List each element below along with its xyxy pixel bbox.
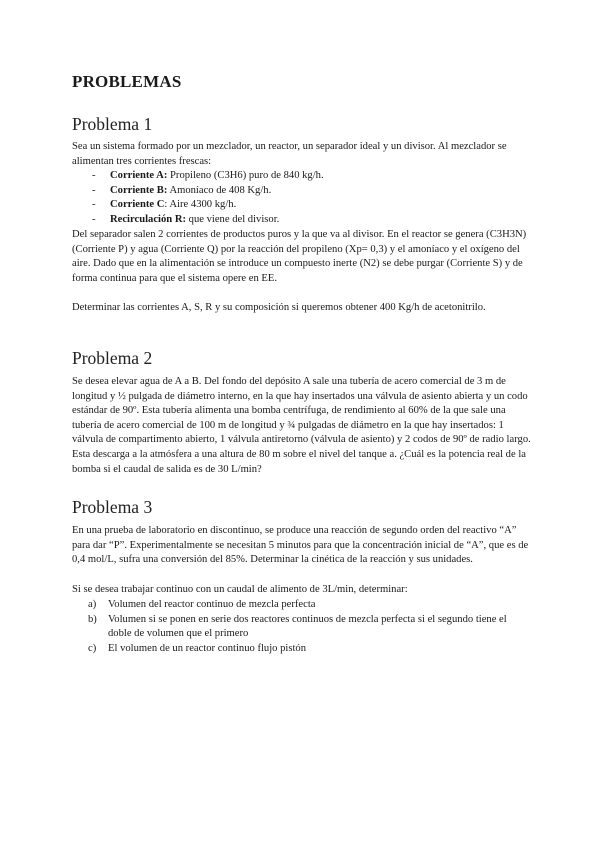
list-bullet: - — [92, 213, 96, 225]
problem-1-intro: Sea un sistema formado por un mezclador, un reactor, un separador ideal y un divisor. Al mezclador se alimentan tres corrientes frescas: — [72, 141, 507, 167]
problem-3-lead: Si se desea trabajar continuo con un caudal de alimento de 3L/min, determinar: — [72, 584, 408, 595]
problem-2-heading: Problema 2 — [72, 348, 153, 368]
list-bullet: - — [92, 184, 96, 196]
list-bullet: - — [92, 199, 96, 211]
list-item — [72, 613, 532, 642]
stream-label: Recirculación R: — [110, 213, 187, 225]
problem-3-task-list — [72, 598, 532, 656]
list-item — [72, 184, 532, 199]
stream-text: Propileno (C3H6) puro de 840 kg/h. — [167, 170, 324, 181]
problem-1-body: Del separador salen 2 corrientes de productos puros y la que va al divisor. En el reactor se genera (C3H3N) (Corriente P) y agua (Corriente Q) por la reacción del propileno (Xp= 0,3) y el amoníaco y el oxígeno del aire. Dado que en la alimentación se introduce un compuesto inerte (N2) se debe purgar (Corriente S) y de forma continua para que el sistema opere en EE. — [72, 229, 527, 284]
stream-text: : Aire 4300 kg/h. — [164, 199, 237, 211]
list-item — [72, 598, 532, 613]
stream-label: Corriente C — [110, 199, 165, 211]
stream-text: Amoníaco de 408 Kg/h. — [167, 184, 272, 196]
list-bullet: - — [92, 170, 96, 181]
problem-3-heading: Problema 3 — [72, 497, 153, 517]
task-text: El volumen de un reactor continuo flujo pistón — [108, 642, 307, 654]
page-title: PROBLEMAS — [72, 72, 182, 91]
list-item — [72, 198, 532, 213]
list-item — [72, 169, 532, 184]
problem-1-heading: Problema 1 — [72, 114, 153, 134]
list-marker: c) — [88, 642, 97, 654]
list-marker: b) — [88, 613, 97, 625]
problem-1-question: Determinar las corrientes A, S, R y su composición si queremos obtener 400 Kg/h de acetonitrilo. — [72, 302, 486, 313]
problem-3-body: En una prueba de laboratorio en discontinuo, se produce una reacción de segundo orden del reactivo “A” para dar “P”. Experimentalmente se necesitan 5 minutos para que la concentración inicial de “A”, que es de 0,4 mol/L, sufra una conversión del 85%. Determinar la cinética de la reacción y sus unidades. — [72, 525, 529, 566]
stream-text: que viene del divisor. — [186, 213, 280, 225]
list-item — [72, 213, 532, 228]
problem-1-stream-list — [72, 169, 532, 227]
problem-2-body: Se desea elevar agua de A a B. Del fondo del depósito A sale una tubería de acero comercial de 3 m de longitud y ½ pulgada de diámetro interno, en la que hay insertados una válvula de asiento abierta y un codo estándar de 90º. Esta tubería alimenta una bomba centrífuga, de rendimiento al 60% de la que sale una tubería de acero comercial de 100 m de longitud y ¾ pulgadas de diámetro en la que hay insertados: 1 válvula de compartimento abierto, 1 válvula antiretorno (válvula de asiento) y 2 codos de 90º de radio largo. Esta descarga a la atmósfera a una altura de 80 m sobre el nivel del tanque a. ¿Cuál es la potencia real de la bomba si el caudal de salida es de 30 L/min? — [72, 376, 531, 475]
task-text: Volumen del reactor continuo de mezcla perfecta — [108, 599, 316, 610]
stream-label: Corriente A: — [110, 170, 168, 181]
list-marker: a) — [88, 599, 97, 610]
task-text: Volumen si se ponen en serie dos reactores continuos de mezcla perfecta si el segundo tiene el doble de volumen que el primero — [108, 613, 507, 640]
stream-label: Corriente B: — [110, 184, 168, 196]
list-item — [72, 642, 532, 657]
